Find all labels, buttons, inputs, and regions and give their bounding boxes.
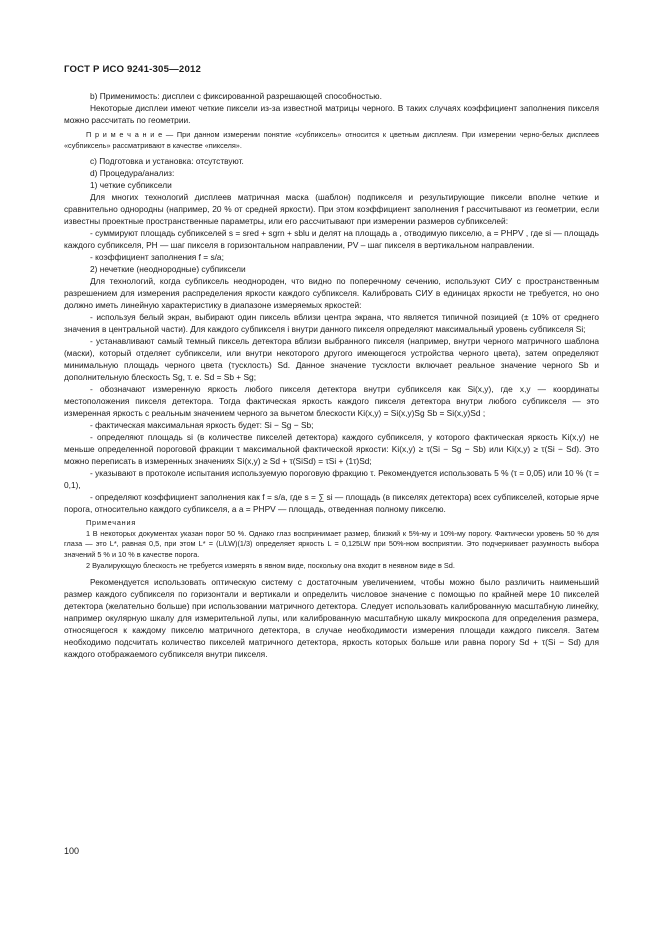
paragraph: d) Процедура/анализ: <box>90 168 175 179</box>
paragraph: Некоторые дисплеи имеют четкие пиксели из-за известной матрицы черного. В таких случаях коэффициент заполнения пикселя можно рассчитать по геометрии. <box>64 103 599 125</box>
list-item: - обозначают измеренную яркость любого пикселя детектора внутри субпикселя как Si(x,y), где x,y — координаты местоположения пикселя детектора. Тогда фактическая яркость каждого пикселя детектора внутри любого субпикселя — это измеренная яркость с реальным значением черного за вычетом блескости Ki(x,y) = Si(x,y)Sg Sb = Si(x,y)Sd ; <box>64 384 599 419</box>
list-item: - устанавливают самый темный пиксель детектора вблизи выбранного пикселя (например, внутри черного матричного шаблона (маски), который отделяет субпиксели, или внутри некоторого другого имеющегося устройства черного цвета), затем определяют минимальную площадь черного цвета (тусклость) Sd. Данное значение тусклости включает реальное значение черного Sb и дополнительную блескость Sg, т. е. Sd = Sb + Sg; <box>64 336 599 383</box>
list-item: - коэффициент заполнения f = s/a; <box>90 252 224 263</box>
paragraph: b) Применимость: дисплеи с фиксированной разрешающей способностью. <box>90 91 382 101</box>
paragraph: 1) четкие субпиксели <box>90 180 172 191</box>
page-number: 100 <box>64 846 80 856</box>
paragraph: Рекомендуется использовать оптическую систему с достаточным увеличением, чтобы можно было различить наименьший размер каждого субпикселя по горизонтали и вертикали и определить числовое значение с помощью по крайней мере 10 пикселей детектора (желательно больше) при использовании матричного детектора. Следует использовать калиброванную масштабную линейку, например окулярную шкалу для измерительной лупы, или калиброванную масштабную шкалу микроскопа для определения размера, относящегося к каждому пикселю матричного детектора, в случае необходимости измерения площади каждого пикселя. Затем необходимо подсчитать количество пикселей матричного детектора, яркость которых больше или равна порогу Sd + τ(Si − Sd) для каждого отображаемого субпикселя внутри пикселя. <box>64 577 599 660</box>
paragraph: c) Подготовка и установка: отсутствуют. <box>90 156 244 167</box>
list-item: - суммируют площадь субпикселей s = sred + sgrn + sblu и делят на площадь a , отводимую пикселю, a = PHPV , где si — площадь каждого субпикселя, PH — шаг пикселя в горизонтальном направлении, PV – шаг пикселя в вертикальном направлении. <box>64 228 599 251</box>
note: 1 В некоторых документах указан порог 50 %. Однако глаз воспринимает размер, близкий к 5%-му и 10%-му порогу. Фактически уровень 50 % для глаза — это L*, равная 0,5, при этом L* = (L/LW)(1/3) определяет яркость L = 0,125LW при 50%-ном восприятии. Это подчеркивает разумность выбора значений 5 % и 10 % в качестве порога. <box>64 528 599 559</box>
list-item: - определяют площадь si (в количестве пикселей детектора) каждого субпикселя, у которого фактическая яркость Ki(x,y) не меньше определенной пороговой фракции τ максимальной фактической яркости: Ki(x,y) ≥ τ(Si − Sg − Sb) или Ki(x,y) ≥ τ(Si − Sd). Это можно переписать в измеренных значениях Si(x,y) ≥ Sd + τ(SiSd) = τSi + (1τ)Sd; <box>64 432 599 467</box>
paragraph: Для технологий, когда субпиксель неоднороден, что видно по поперечному сечению, используют СИУ с пространственным разрешением для измерения распределения яркости каждого субпикселя. Калибровать СИУ в единицах яркости не требуется, но оно должно иметь линейную характеристику в диапазоне измеряемых яркостей: <box>64 276 599 311</box>
page-body <box>64 90 599 660</box>
note: 2 Вуалирующую блескость не требуется измерять в явном виде, поскольку она входит в неявном виде в Sd. <box>86 560 455 570</box>
list-item: - указывают в протоколе испытания используемую пороговую фракцию τ. Рекомендуется использовать 5 % (τ = 0,05) или 10 % (τ = 0,1), <box>64 468 599 491</box>
paragraph: Для многих технологий дисплеев матричная маска (шаблон) подпикселя и результирующие пиксели вполне четкие и сравнительно однородны (например, 20 % от средней яркости). При этом коэффициент заполнения f рассчитывают из геометрии, если известны проектные пространственные параметры, или его рассчитывают при измерении размеров субпикселей: <box>64 192 599 227</box>
note: П р и м е ч а н и е — При данном измерении понятие «субпиксель» относится к цветным дисплеям. При измерении черно-белых дисплеев «субпиксель» рассматривают в качестве «пикселя». <box>64 130 599 150</box>
list-item: - фактическая максимальная яркость будет: Si − Sg − Sb; <box>90 420 314 431</box>
notes-heading: Примечания <box>86 518 137 528</box>
list-item: - используя белый экран, выбирают один пиксель вблизи центра экрана, что является типичной позицией (± 10% от среднего значения в центральной части). Для каждого субпикселя i внутри данного пикселя определяют максимальный уровень субпикселя Si; <box>64 312 599 335</box>
paragraph: 2) нечеткие (неоднородные) субпиксели <box>90 264 246 275</box>
page-header: ГОСТ Р ИСО 9241-305—2012 <box>64 64 202 75</box>
list-item: - определяют коэффициент заполнения как f = s/a, где s = ∑ si — площадь (в пикселях детектора) всех субпикселей, которые ярче порога, относительно каждого субпикселя, а a = PHPV — площадь, отведенная полному пикселю. <box>64 492 599 515</box>
